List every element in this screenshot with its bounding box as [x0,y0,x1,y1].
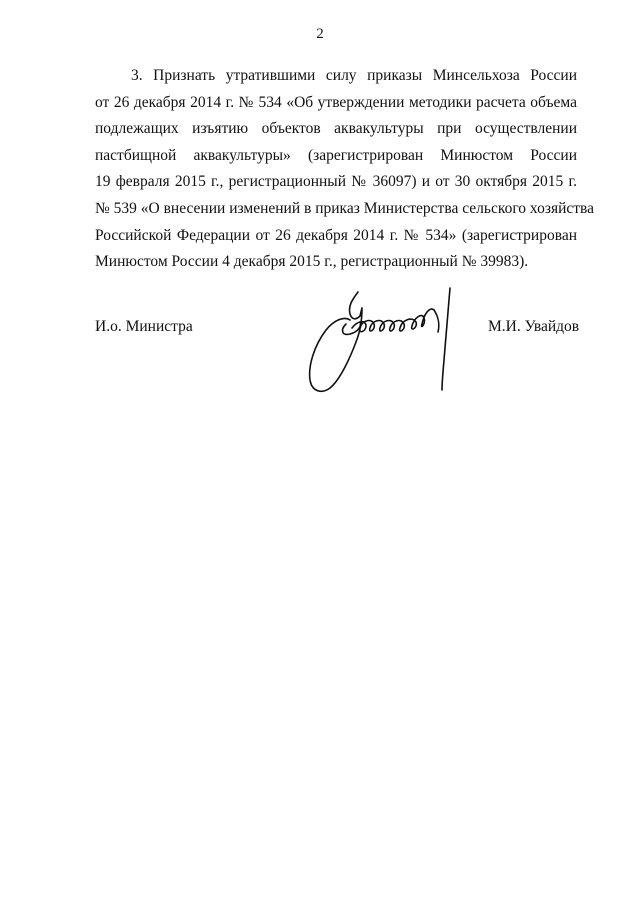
body-line: Российской Федерации от 26 декабря 2014 г. № 534» (зарегистрирован [95,226,577,244]
document-body [95,63,595,276]
body-line: № 539 «О внесении изменений в приказ Министерства сельского хозяйства [95,199,595,217]
body-line: подлежащих изъятию объектов аквакультуры при осуществлении [95,120,577,138]
body-line: от 26 декабря 2014 г. № 534 «Об утверждении методики расчета объема [95,93,577,111]
body-line: пастбищной аквакультуры» (зарегистрирован Минюстом России [95,146,577,164]
signer-title: И.о. Министра [95,318,193,335]
signature-block [0,280,640,410]
handwritten-signature [300,280,470,410]
body-line: 3. Признать утратившими силу приказы Минсельхоза России [131,67,577,84]
body-line: 19 февраля 2015 г., регистрационный № 36097) и от 30 октября 2015 г. [95,173,577,191]
signer-name: М.И. Увайдов [488,318,580,335]
body-line: Минюстом России 4 декабря 2015 г., регистрационный № 39983). [95,253,529,271]
page-number: 2 [316,26,324,42]
